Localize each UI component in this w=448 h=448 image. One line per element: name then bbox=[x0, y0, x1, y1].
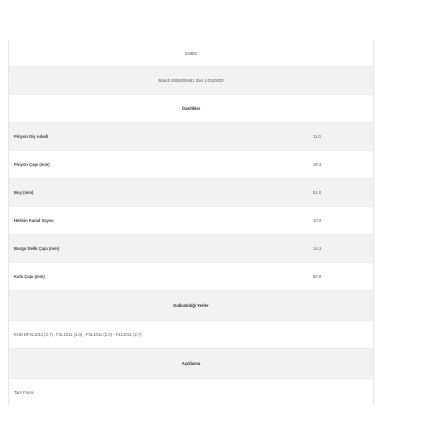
product-ean-row bbox=[9, 67, 373, 95]
spec-label: Pinyon Çapı (mm) bbox=[14, 162, 50, 167]
spec-label: Pinyon Diş Adedi bbox=[14, 134, 49, 139]
spec-label: Burgu Delik Çapı (mm) bbox=[14, 246, 60, 251]
spec-label: Helisin Kanal Sayısı bbox=[14, 218, 54, 223]
product-ean: Bosch 2006209461 Zen 1.0110020 bbox=[158, 78, 224, 83]
usage-text-row bbox=[9, 321, 373, 349]
spec-label: Kafa Çapı (mm) bbox=[14, 274, 45, 279]
product-code-row bbox=[9, 40, 373, 67]
usage-text: KHD BF4L1011 (2.7) , F2L1011 (1.4) - F3L1011 (2.0) - F4L1011 (2.7) bbox=[14, 332, 142, 337]
spec-value: 51.0 bbox=[313, 190, 322, 195]
spec-row-helix-channels bbox=[9, 207, 373, 235]
spec-value: 60.0 bbox=[313, 274, 322, 279]
spec-value: 14.3 bbox=[313, 246, 322, 251]
usage-heading: Kullanıldığı Yerler bbox=[173, 303, 209, 308]
product-code: 52883 bbox=[185, 50, 197, 56]
spec-row-head-diameter bbox=[9, 263, 373, 291]
description-heading: Açıklama bbox=[181, 361, 201, 366]
spec-label: Boy (mm) bbox=[14, 190, 34, 195]
spec-table bbox=[8, 40, 374, 405]
spec-value: 18.3 bbox=[313, 162, 322, 167]
spec-row-pinion-teeth bbox=[9, 123, 373, 151]
spec-row-length bbox=[9, 179, 373, 207]
spec-row-bore-diameter bbox=[9, 235, 373, 263]
description-text: Tam Freze bbox=[14, 389, 34, 395]
description-heading-row bbox=[9, 349, 373, 379]
spec-row-pinion-diameter bbox=[9, 151, 373, 179]
spec-value: 10.0 bbox=[313, 218, 322, 223]
features-heading-row bbox=[9, 95, 373, 123]
usage-heading-row bbox=[9, 291, 373, 321]
features-heading: Özellikler bbox=[181, 106, 201, 111]
spec-value: 11.0 bbox=[313, 134, 321, 139]
description-text-row bbox=[9, 379, 373, 405]
